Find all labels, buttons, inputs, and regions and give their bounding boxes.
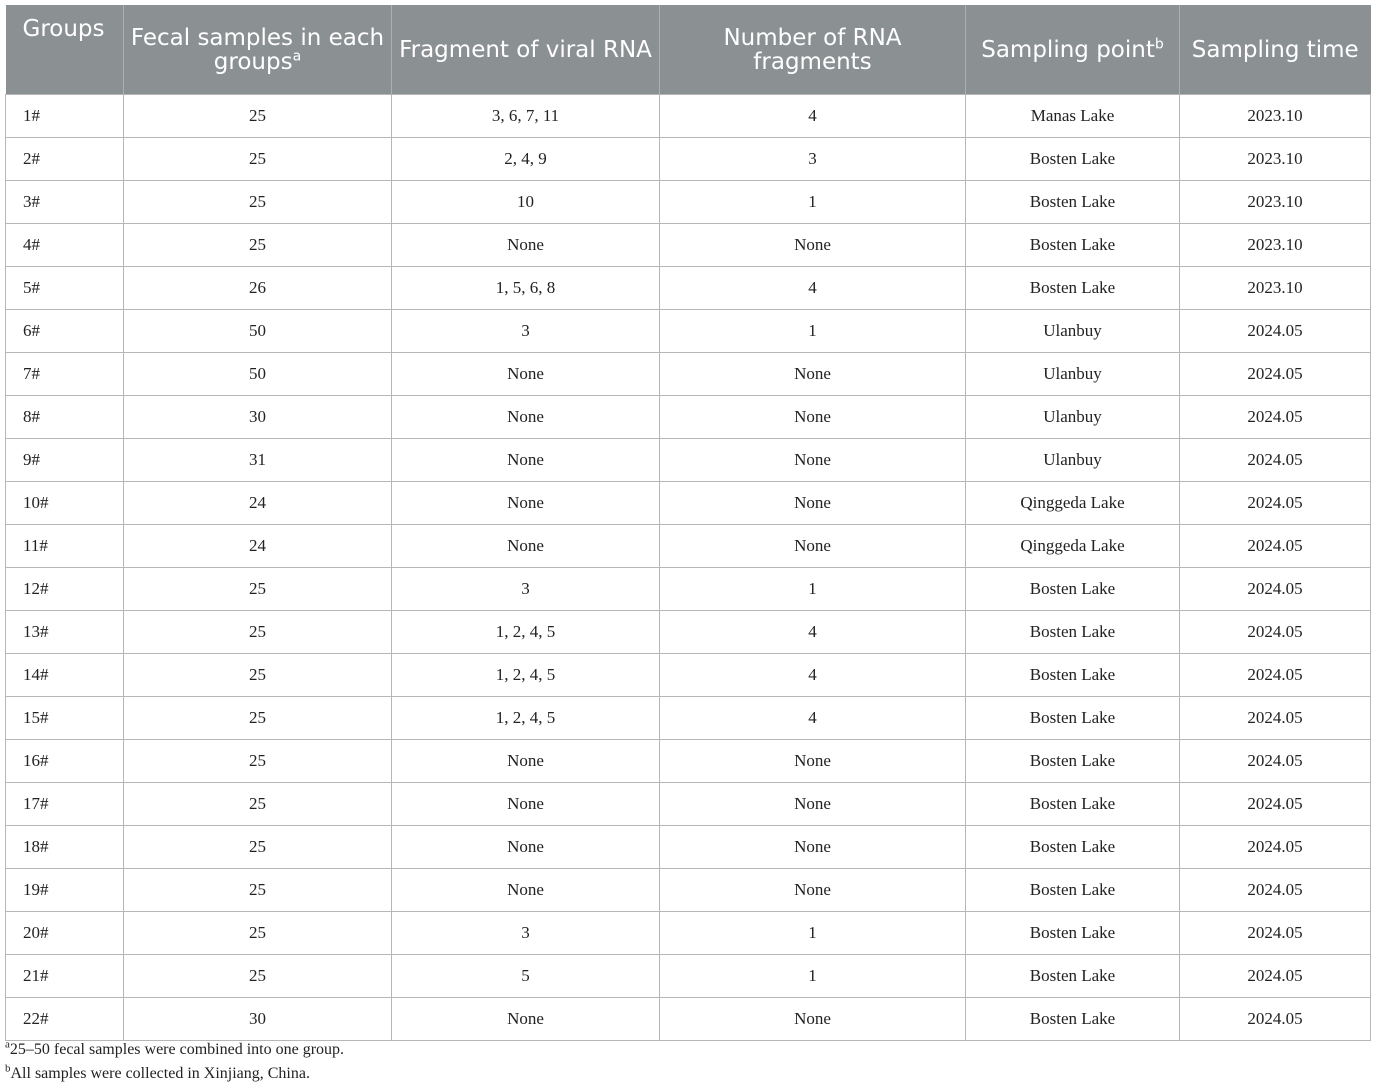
footnote-text: 25–50 fecal samples were combined into one group.: [9, 1041, 345, 1058]
table-cell: 2023.10: [1180, 138, 1371, 181]
table-cell: Ulanbuy: [966, 396, 1180, 439]
table-cell: Bosten Lake: [966, 955, 1180, 998]
table-row: [6, 181, 1371, 224]
footnote-text: All samples were collected in Xinjiang, China.: [10, 1065, 310, 1082]
table-cell: Ulanbuy: [966, 310, 1180, 353]
table-cell: 25: [124, 912, 392, 955]
footnote-marker: b: [1154, 35, 1164, 52]
table-cell: 15#: [6, 697, 124, 740]
table-row: [6, 740, 1371, 783]
table-cell: 21#: [6, 955, 124, 998]
table-cell: None: [660, 353, 966, 396]
table-cell: 14#: [6, 654, 124, 697]
table-cell: Bosten Lake: [966, 568, 1180, 611]
table-cell: 31: [124, 439, 392, 482]
table-row: [6, 783, 1371, 826]
table-cell: 4: [660, 697, 966, 740]
table-cell: 2024.05: [1180, 998, 1371, 1041]
table-cell: 2024.05: [1180, 310, 1371, 353]
table-cell: 17#: [6, 783, 124, 826]
table-row: [6, 396, 1371, 439]
table-cell: 3: [392, 310, 660, 353]
table-cell: 2024.05: [1180, 826, 1371, 869]
table-row: [6, 138, 1371, 181]
table-cell: None: [392, 396, 660, 439]
table-cell: 25: [124, 955, 392, 998]
table-cell: 2, 4, 9: [392, 138, 660, 181]
table-cell: 2024.05: [1180, 611, 1371, 654]
table-cell: 4: [660, 654, 966, 697]
table-cell: None: [392, 525, 660, 568]
table-cell: 25: [124, 95, 392, 138]
table-cell: 7#: [6, 353, 124, 396]
table-cell: 9#: [6, 439, 124, 482]
table-cell: 4: [660, 267, 966, 310]
table-cell: 2024.05: [1180, 912, 1371, 955]
table-cell: 24: [124, 525, 392, 568]
table-cell: 20#: [6, 912, 124, 955]
footnote-marker: a: [292, 47, 302, 64]
table-cell: 50: [124, 353, 392, 396]
table-cell: Qinggeda Lake: [966, 482, 1180, 525]
table-cell: Qinggeda Lake: [966, 525, 1180, 568]
table-cell: 2023.10: [1180, 181, 1371, 224]
data-table-container: [5, 5, 1370, 1041]
table-row: [6, 955, 1371, 998]
table-cell: Ulanbuy: [966, 353, 1180, 396]
table-cell: None: [660, 396, 966, 439]
table-cell: 2024.05: [1180, 955, 1371, 998]
table-cell: 25: [124, 224, 392, 267]
table-body: [6, 95, 1371, 1041]
table-cell: 4#: [6, 224, 124, 267]
table-row: [6, 310, 1371, 353]
table-cell: None: [392, 482, 660, 525]
table-cell: 25: [124, 568, 392, 611]
table-cell: 25: [124, 181, 392, 224]
table-cell: None: [660, 740, 966, 783]
table-row: [6, 224, 1371, 267]
table-cell: Bosten Lake: [966, 826, 1180, 869]
data-table: [5, 5, 1371, 1041]
table-cell: 3#: [6, 181, 124, 224]
column-header: Sampling point$^b$: [966, 5, 1180, 95]
table-row: [6, 267, 1371, 310]
table-row: [6, 439, 1371, 482]
table-cell: 10#: [6, 482, 124, 525]
table-cell: 22#: [6, 998, 124, 1041]
table-cell: None: [660, 439, 966, 482]
table-cell: 8#: [6, 396, 124, 439]
table-cell: 2024.05: [1180, 740, 1371, 783]
table-cell: Bosten Lake: [966, 783, 1180, 826]
table-cell: 3: [392, 912, 660, 955]
table-row: [6, 998, 1371, 1041]
table-cell: 1: [660, 181, 966, 224]
table-cell: Bosten Lake: [966, 181, 1180, 224]
table-cell: 16#: [6, 740, 124, 783]
table-row: [6, 568, 1371, 611]
table-row: [6, 482, 1371, 525]
table-cell: Bosten Lake: [966, 998, 1180, 1041]
table-cell: 3: [392, 568, 660, 611]
table-cell: 13#: [6, 611, 124, 654]
table-cell: 2#: [6, 138, 124, 181]
table-cell: 3: [660, 138, 966, 181]
table-cell: 10: [392, 181, 660, 224]
table-cell: Bosten Lake: [966, 267, 1180, 310]
table-row: [6, 912, 1371, 955]
table-cell: 30: [124, 396, 392, 439]
table-cell: None: [392, 740, 660, 783]
footnote-marker: b: [5, 1062, 11, 1075]
table-cell: 2024.05: [1180, 869, 1371, 912]
table-cell: 1: [660, 310, 966, 353]
table-cell: 2024.05: [1180, 783, 1371, 826]
table-cell: 1#: [6, 95, 124, 138]
table-cell: 25: [124, 783, 392, 826]
table-cell: 24: [124, 482, 392, 525]
table-cell: None: [392, 439, 660, 482]
table-cell: None: [392, 869, 660, 912]
table-row: [6, 525, 1371, 568]
table-cell: None: [392, 353, 660, 396]
footnotes: [5, 1038, 344, 1086]
table-cell: 4: [660, 611, 966, 654]
table-cell: None: [392, 826, 660, 869]
table-row: [6, 826, 1371, 869]
table-cell: Ulanbuy: [966, 439, 1180, 482]
table-cell: 1: [660, 568, 966, 611]
table-cell: 1, 5, 6, 8: [392, 267, 660, 310]
table-cell: 25: [124, 138, 392, 181]
table-cell: 2024.05: [1180, 396, 1371, 439]
table-cell: 25: [124, 611, 392, 654]
table-cell: 1, 2, 4, 5: [392, 654, 660, 697]
table-cell: Bosten Lake: [966, 869, 1180, 912]
table-cell: None: [392, 224, 660, 267]
table-cell: 25: [124, 740, 392, 783]
table-cell: 1: [660, 912, 966, 955]
table-cell: Bosten Lake: [966, 654, 1180, 697]
table-cell: None: [660, 224, 966, 267]
table-cell: 2024.05: [1180, 697, 1371, 740]
table-cell: 6#: [6, 310, 124, 353]
table-cell: Bosten Lake: [966, 697, 1180, 740]
column-header: Fecal samples in each groups$^a$: [124, 5, 392, 95]
table-cell: 25: [124, 826, 392, 869]
table-cell: Bosten Lake: [966, 611, 1180, 654]
footnote: [5, 1038, 344, 1062]
table-cell: 11#: [6, 525, 124, 568]
table-cell: 26: [124, 267, 392, 310]
table-row: [6, 353, 1371, 396]
table-row: [6, 697, 1371, 740]
table-cell: 1, 2, 4, 5: [392, 611, 660, 654]
table-cell: 2024.05: [1180, 654, 1371, 697]
table-cell: Bosten Lake: [966, 740, 1180, 783]
table-cell: 2023.10: [1180, 224, 1371, 267]
table-cell: None: [660, 826, 966, 869]
table-cell: 2024.05: [1180, 439, 1371, 482]
table-cell: None: [660, 525, 966, 568]
table-row: [6, 654, 1371, 697]
table-cell: 50: [124, 310, 392, 353]
column-header: Groups: [6, 5, 124, 95]
table-cell: None: [660, 783, 966, 826]
footnote: [5, 1062, 344, 1086]
table-cell: Manas Lake: [966, 95, 1180, 138]
table-row: [6, 95, 1371, 138]
footnote-marker: a: [5, 1038, 10, 1051]
table-cell: 25: [124, 869, 392, 912]
table-cell: 18#: [6, 826, 124, 869]
table-cell: None: [660, 869, 966, 912]
table-cell: 25: [124, 697, 392, 740]
table-cell: 2023.10: [1180, 267, 1371, 310]
table-row: [6, 869, 1371, 912]
table-cell: 5#: [6, 267, 124, 310]
table-row: [6, 611, 1371, 654]
table-cell: 2024.05: [1180, 353, 1371, 396]
table-cell: None: [660, 998, 966, 1041]
table-cell: 1: [660, 955, 966, 998]
table-cell: 3, 6, 7, 11: [392, 95, 660, 138]
table-cell: 4: [660, 95, 966, 138]
column-header: Fragment of viral RNA: [392, 5, 660, 95]
table-cell: 2024.05: [1180, 568, 1371, 611]
table-cell: 2023.10: [1180, 95, 1371, 138]
table-header: [6, 5, 1371, 95]
table-cell: 2024.05: [1180, 482, 1371, 525]
table-cell: 19#: [6, 869, 124, 912]
table-cell: Bosten Lake: [966, 912, 1180, 955]
table-cell: None: [392, 998, 660, 1041]
table-cell: 1, 2, 4, 5: [392, 697, 660, 740]
header-row: [6, 5, 1371, 95]
table-cell: 25: [124, 654, 392, 697]
column-header: Number of RNA fragments: [660, 5, 966, 95]
table-cell: 5: [392, 955, 660, 998]
table-cell: None: [392, 783, 660, 826]
table-cell: Bosten Lake: [966, 224, 1180, 267]
column-header: Sampling time: [1180, 5, 1371, 95]
table-cell: 2024.05: [1180, 525, 1371, 568]
table-cell: 12#: [6, 568, 124, 611]
table-cell: None: [660, 482, 966, 525]
table-cell: 30: [124, 998, 392, 1041]
table-cell: Bosten Lake: [966, 138, 1180, 181]
